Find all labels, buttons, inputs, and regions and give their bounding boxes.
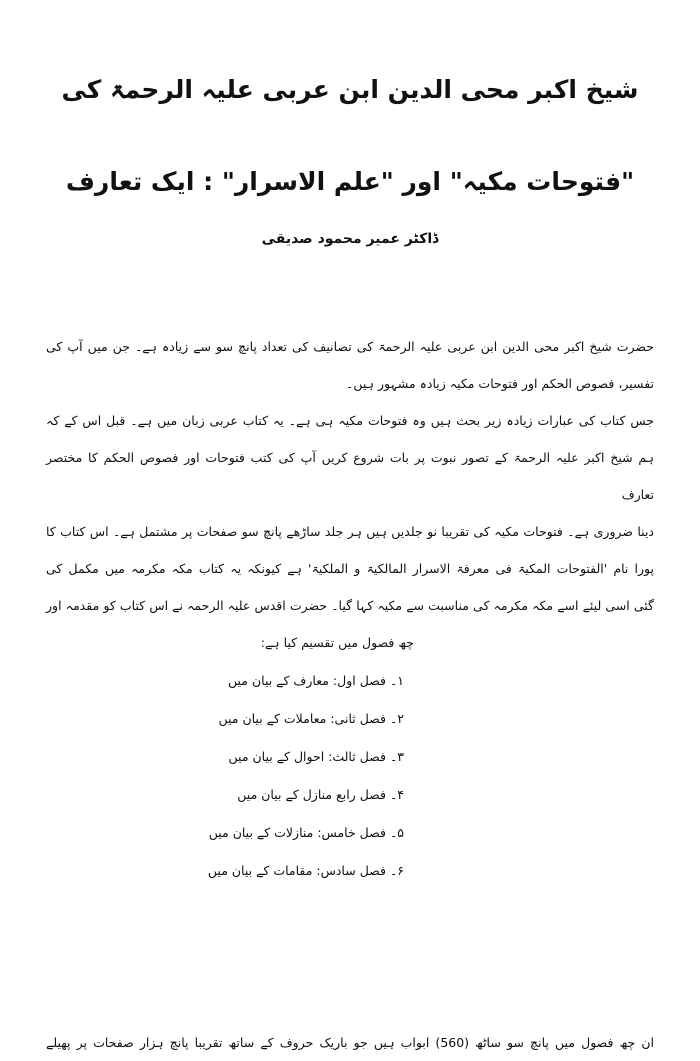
title-line-1: شیخ اکبر محی الدین ابن عربی علیہ الرحمۃ کی [61,75,639,104]
body-line: ہم شیخ اکبر علیہ الرحمۃ کے تصور نبوت پر بات شروع کریں آپ کی کتب فتوحات اور فصوص الحکم کا مختصر تعارف [46,450,654,502]
body-line: چھ فصول میں تقسیم کیا ہے: [260,635,414,650]
body-line: تفسیر، فصوص الحکم اور فتوحات مکیہ زیادہ مشہور ہیں۔ [346,376,654,391]
list-item: ۲۔ فصل ثانی: معاملات کے بیان میں [218,711,404,726]
list-item: ۳۔ فصل ثالث: احوال کے بیان میں [228,749,404,764]
title-line-2: "فتوحات مکیہ" اور "علم الاسرار" : ایک تعارف [65,167,635,196]
body-last-line: ان چھ فصول میں پانچ سو ساٹھ (560) ابواب ہیں جو باریک حروف کے ساتھ تقریبا پانچ ہزار صفحات پر پھیلے [46,1035,654,1050]
list-item: ۵۔ فصل خامس: منازلات کے بیان میں [208,825,404,840]
article-body [46,328,654,1061]
body-line: دینا ضروری ہے۔ فتوحات مکیہ کی تقریبا نو جلدیں ہیں ہر جلد ساڑھے پانچ سو صفحات پر مشتمل ہے۔ اس کتاب کا [46,524,654,539]
author: ڈاکٹر عمیر محمود صدیقی [261,231,439,247]
body-line: جس کتاب کی عبارات زیادہ زیر بحث ہیں وہ فتوحات مکیہ ہی ہے۔ یہ کتاب عربی زبان میں ہے۔ قبل اس کے کہ [46,413,654,428]
body-line: گئی اسی لیئے اسے مکہ مکرمہ کی مناسبت سے مکیہ کہا گیا۔ حضرت اقدس علیہ الرحمہ نے اس کتاب کو مقدمہ اور [46,598,654,613]
list-item: ۶۔ فصل سادس: مقامات کے بیان میں [207,863,404,878]
body-line: حضرت شیخ اکبر محی الدین ابن عربی علیہ الرحمۃ کی تصانیف کی تعداد پانچ سو سے زیادہ ہے۔ جن میں آپ کی [46,339,654,354]
list-item: ۴۔ فصل رابع منازل کے بیان میں [237,787,404,802]
body-line: پورا نام 'الفتوحات المکیۃ فی معرفۃ الاسرار المالکیۃ و الملکیۃ' ہے کیونکہ یہ کتاب مکہ مکرمہ میں مکمل کی [46,561,654,576]
list-item: ۱۔ فصل اول: معارف کے بیان میں [228,673,404,688]
